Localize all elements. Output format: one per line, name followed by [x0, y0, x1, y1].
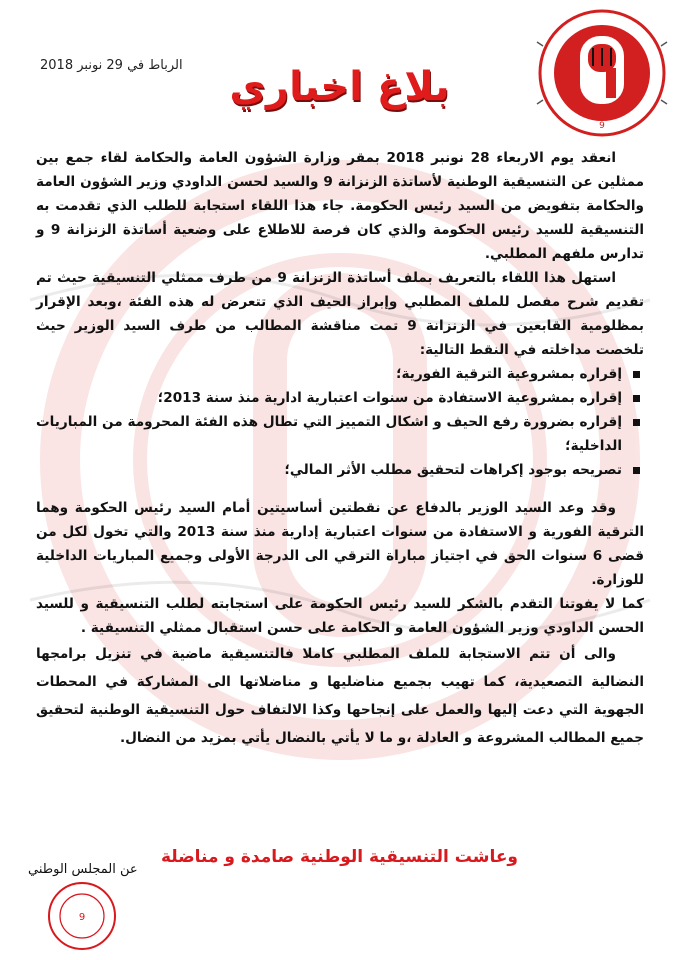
list-item: إقراره بمشروعية الاستفادة من سنوات اعتبارية ادارية منذ سنة 2013؛: [36, 386, 622, 410]
document-body: [36, 146, 644, 752]
document-date: الرباط في 29 نونبر 2018: [40, 58, 183, 73]
list-item: تصريحه بوجود إكراهات لتحقيق مطلب الأثر المالي؛: [36, 458, 622, 482]
paragraph-5: والى أن تتم الاستجابة للملف المطلبي كاملا فالتنسيقية ماضية في تنزيل برامجها النضالية التصعيدية، كما تهيب بجميع مناضليها و مناضلاتها الى المشاركة في المحطات الجهوية التي دعت إليها والعمل على إنجاحها وكذا الالتفاف حول التنسيقية الوطنية لتحقيق جميع المطالب المشروعة و العادلة ،و ما لا يأتي بالنضال يأتي بمزيد من النضال.: [36, 646, 644, 746]
page-title: بلاغ اخباري: [229, 64, 450, 110]
svg-text:9: 9: [599, 121, 605, 131]
list-item: إقراره بمشروعية الترقية الفورية؛: [36, 362, 622, 386]
list-item: إقراره بضرورة رفع الحيف و اشكال التمييز التي تطال هذه الفئة المحرومة من المباريات الداخلية؛: [36, 410, 622, 458]
signature-line: عن المجلس الوطني: [28, 862, 138, 877]
points-list: [36, 362, 644, 482]
paragraph-4: كما لا يفوتنا التقدم بالشكر للسيد رئيس الحكومة على استجابته لطلب التنسيقية و للسيد الحسن الداودي وزير الشؤون العامة و الحكامة على حسن استقبال ممثلي التنسيقية .: [36, 596, 644, 636]
closing-slogan: وعاشت التنسيقية الوطنية صامدة و مناضلة: [160, 847, 519, 867]
svg-text:9: 9: [78, 912, 86, 923]
stamp-seal: [46, 880, 118, 952]
paragraph-3: وقد وعد السيد الوزير بالدفاع عن نقطتين أساسيتين أمام السيد رئيس الحكومة وهما الترقية الفورية و الاستفادة من سنوات اعتبارية إدارية منذ سنة 2013 والتي تخول لكل من قضى 6 سنوات الحق في اجتياز مباراة الترقي الى الدرجة الأولى وجميع المباريات الداخلية للوزارة.: [36, 500, 645, 588]
paragraph-1: انعقد يوم الاربعاء 28 نونبر 2018 بمقر وزارة الشؤون العامة والحكامة لقاء جمع بين ممثلين عن التنسيقية الوطنية لأساتذة الزنزانة 9 والسيد لحسن الداودي وزير الشؤون العامة والحكامة بتفويض من السيد رئيس الحكومة. جاء هذا اللقاء استجابة للطلب الذي تقدمت به التنسيقية للسيد رئيس الحكومة والذي كان فرصة للاطلاع على وضعية أساتذة الزنزانة 9 و تدارس ملفهم المطلبي.: [36, 150, 644, 262]
paragraph-2: استهل هذا اللقاء بالتعريف بملف أساتذة الزنزانة 9 من طرف ممثلي التنسيقية حيث تم تقديم شرح مفصل للملف المطلبي وإبراز الحيف الذي تتعرض له هذه الفئة ،وبعد الإقرار بمظلومية القابعين في الزنزانة 9 تمت مناقشة المطالب من طرف السيد الوزير حيث تلخصت مداخلته في النقط التالية:: [36, 270, 644, 358]
